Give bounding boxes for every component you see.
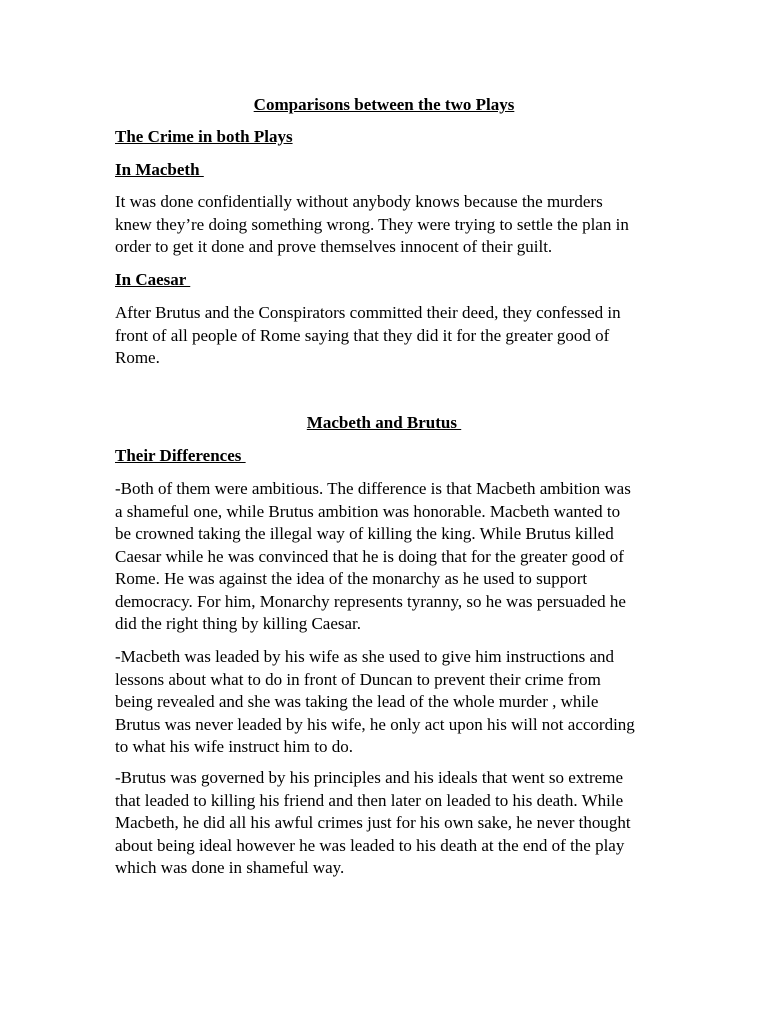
paragraph-wives — [115, 646, 655, 759]
subheading-caesar: In Caesar — [115, 270, 191, 289]
text-line: Brutus was never leaded by his wife, he only act upon his will not according — [115, 714, 635, 734]
text-line: order to get it done and prove themselves innocent of their guilt. — [115, 237, 553, 256]
section-heading-crime: The Crime in both Plays — [115, 127, 293, 146]
text-line: -Brutus was governed by his principles and his ideals that went so extreme — [115, 768, 623, 787]
text-line: Rome. — [115, 348, 160, 367]
paragraph-principles — [115, 767, 655, 880]
text-line: -Both of them were ambitious. The difference is that Macbeth ambition was — [115, 479, 631, 498]
text-line: being revealed and she was taking the lead of the whole murder , while — [115, 692, 599, 711]
text-line: did the right thing by killing Caesar. — [115, 614, 362, 633]
text-line: Caesar while he was convinced that he is doing that for the greater good of — [115, 546, 624, 566]
text-line: a shameful one, while Brutus ambition was honorable. Macbeth wanted to — [115, 501, 621, 521]
text-line: lessons about what to do in front of Duncan to prevent their crime from — [115, 669, 601, 689]
paragraph-macbeth-crime — [115, 191, 655, 259]
text-line: It was done confidentially without anybody knows because the murders — [115, 192, 603, 211]
text-line: to what his wife instruct him to do. — [115, 737, 353, 756]
section-heading-macbeth-brutus: Macbeth and Brutus — [306, 413, 462, 432]
text-line: front of all people of Rome saying that they did it for the greater good of — [115, 325, 610, 345]
subheading-macbeth: In Macbeth — [115, 160, 204, 179]
text-line: democracy. For him, Monarchy represents tyranny, so he was persuaded he — [115, 591, 626, 611]
document-title: Comparisons between the two Plays — [253, 95, 515, 114]
text-line: -Macbeth was leaded by his wife as she used to give him instructions and — [115, 647, 615, 666]
text-line: After Brutus and the Conspirators committed their deed, they confessed in — [115, 303, 621, 322]
text-line: be crowned taking the illegal way of killing the king. While Brutus killed — [115, 524, 614, 543]
text-line: Macbeth, he did all his awful crimes just for his own sake, he never thought — [115, 813, 631, 832]
paragraph-caesar-crime — [115, 302, 655, 370]
text-line: that leaded to killing his friend and then later on leaded to his death. While — [115, 790, 624, 810]
text-line: knew they’re doing something wrong. They were trying to settle the plan in — [115, 214, 629, 234]
subheading-differences: Their Differences — [115, 446, 246, 465]
text-line: Rome. He was against the idea of the monarchy as he used to support — [115, 569, 588, 588]
text-line: which was done in shameful way. — [115, 858, 345, 877]
text-line: about being ideal however he was leaded to his death at the end of the play — [115, 835, 625, 855]
paragraph-ambition — [115, 478, 655, 636]
